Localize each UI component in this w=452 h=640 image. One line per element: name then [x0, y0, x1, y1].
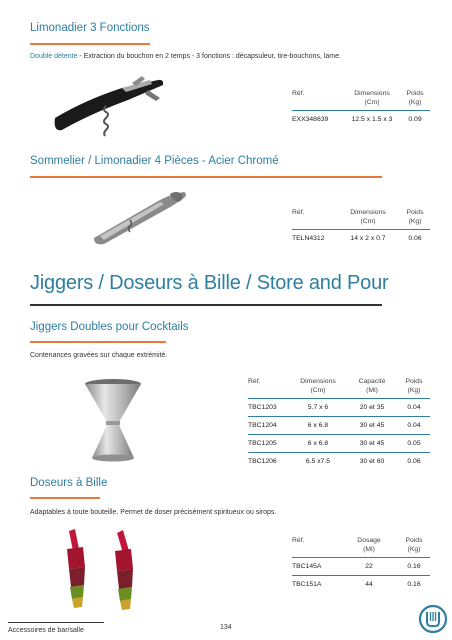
footer-rule	[8, 622, 104, 623]
spec-table-limonadier	[292, 90, 430, 128]
section-description: Contenances gravées sur chaque extrémité.	[30, 352, 168, 359]
cell-capacite: 20 et 35	[346, 399, 398, 417]
cell-poids: 0.04	[398, 399, 430, 417]
table-row	[248, 435, 430, 453]
header-dimensions	[344, 90, 400, 111]
header-dimensions-text: Dimensions (Cm)	[300, 378, 336, 394]
section-description: Adaptables à toute bouteille. Permet de doser précisément spiritueux ou sirops.	[30, 509, 277, 516]
section-rule	[30, 176, 382, 178]
brand-logo-icon	[418, 604, 448, 634]
header-poids	[400, 90, 430, 111]
section-rule	[30, 341, 166, 343]
cell-ref: TBC1204	[248, 417, 290, 435]
cell-dimensions: 6 x 6.8	[290, 417, 346, 435]
header-capacite-text: Capacité (Ml)	[358, 378, 386, 394]
cell-ref: TBC145A	[292, 558, 340, 576]
footer-label: Accessoires de bar/salle	[8, 627, 84, 634]
cell-dosage: 44	[340, 576, 398, 594]
category-rule	[30, 304, 382, 306]
table-row	[292, 558, 430, 576]
table-row	[248, 417, 430, 435]
cell-capacite: 30 et 45	[346, 435, 398, 453]
header-poids-text: Poids (Kg)	[406, 90, 424, 106]
cell-dimensions: 12.5 x 1.5 x 3	[344, 111, 400, 129]
spec-table-jiggers	[248, 378, 430, 470]
cell-ref: TBC1206	[248, 453, 290, 471]
spec-table-doseurs	[292, 537, 430, 593]
table-row	[292, 111, 430, 129]
cell-poids: 0.05	[398, 435, 430, 453]
cell-poids: 0.06	[400, 230, 430, 248]
cell-dosage: 22	[340, 558, 398, 576]
spec-table-sommelier	[292, 209, 430, 247]
cell-poids: 0.04	[398, 417, 430, 435]
cell-capacite: 30 et 45	[346, 417, 398, 435]
section-title-sommelier: Sommelier / Limonadier 4 Pièces - Acier Chromé	[30, 155, 279, 167]
pourer-image	[55, 527, 150, 612]
header-dimensions-text: Dimensions (Cm)	[354, 90, 390, 106]
cell-poids: 0.06	[398, 453, 430, 471]
cell-capacite: 30 et 60	[346, 453, 398, 471]
page-number: 134	[220, 624, 232, 631]
cell-dimensions: 6.5 x7.5	[290, 453, 346, 471]
header-ref: Réf.	[292, 537, 305, 544]
section-rule	[30, 497, 100, 499]
header-dosage	[340, 537, 398, 558]
header-capacite	[346, 378, 398, 399]
cell-poids: 0.09	[400, 111, 430, 129]
section-rule	[30, 43, 150, 45]
header-ref: Réf.	[248, 378, 261, 385]
header-ref: Réf.	[292, 209, 305, 216]
cell-ref: TBC1203	[248, 399, 290, 417]
header-poids	[398, 537, 430, 558]
section-title-doseurs: Doseurs à Bille	[30, 477, 108, 489]
header-dimensions	[290, 378, 346, 399]
header-dosage-text: Dosage (Ml)	[357, 537, 381, 553]
table-row	[248, 453, 430, 471]
header-poids-text: Poids (Kg)	[405, 537, 423, 553]
cell-poids: 0.16	[398, 558, 430, 576]
header-poids	[398, 378, 430, 399]
cell-ref: TELN4312	[292, 230, 336, 248]
header-dimensions-text: Dimensions (Cm)	[350, 209, 386, 225]
header-poids-text: Poids (Kg)	[406, 209, 424, 225]
cell-dimensions: 6 x 6.8	[290, 435, 346, 453]
cell-dimensions: 5.7 x 6	[290, 399, 346, 417]
waiter-corkscrew-image	[50, 70, 170, 140]
section-title-jiggers: Jiggers Doubles pour Cocktails	[30, 321, 189, 333]
table-row	[248, 399, 430, 417]
description-highlight: Double détente	[30, 53, 78, 60]
cell-ref: TBC1205	[248, 435, 290, 453]
section-description	[30, 53, 341, 60]
cell-dimensions: 14 x 2 x 0.7	[336, 230, 400, 248]
sommelier-corkscrew-image	[90, 190, 190, 245]
table-row	[292, 576, 430, 594]
header-dimensions	[336, 209, 400, 230]
header-poids-text: Poids (Kg)	[405, 378, 423, 394]
description-text: - Extraction du bouchon en 2 temps - 3 fonctions : décapsuleur, tire-bouchons, lame.	[77, 53, 341, 60]
cell-ref: TBC151A	[292, 576, 340, 594]
jigger-image	[78, 378, 148, 463]
cell-ref: EXX348639	[292, 111, 344, 129]
category-title: Jiggers / Doseurs à Bille / Store and Pour	[30, 272, 389, 294]
section-title-limonadier: Limonadier 3 Fonctions	[30, 22, 150, 34]
cell-poids: 0.16	[398, 576, 430, 594]
table-row	[292, 230, 430, 248]
header-ref: Réf.	[292, 90, 305, 97]
header-poids	[400, 209, 430, 230]
